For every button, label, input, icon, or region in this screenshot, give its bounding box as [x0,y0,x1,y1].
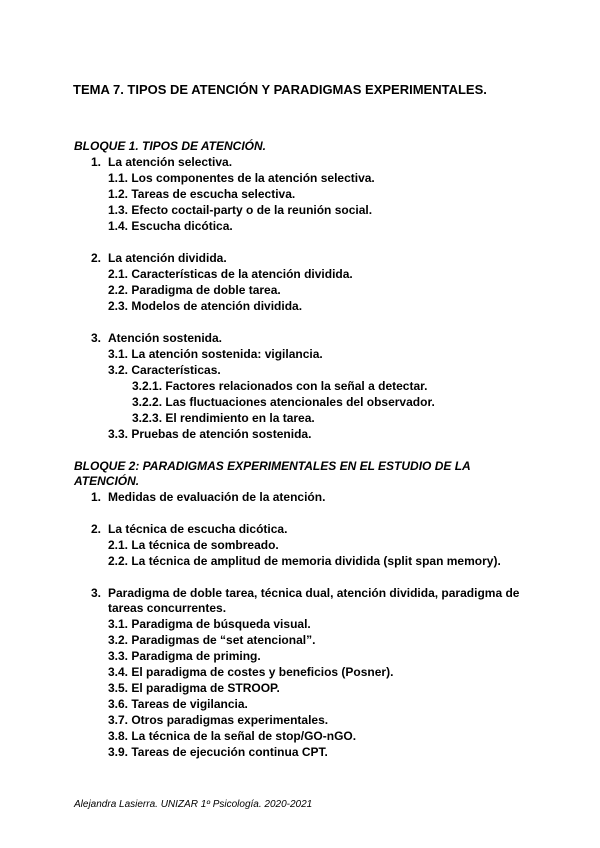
list-item: 2.1. Características de la atención dividida. [108,267,353,281]
list-item: 3.2.2. Las fluctuaciones atencionales del observador. [132,395,435,409]
section-number: 2. [91,522,102,536]
section-number: 1. [91,155,102,169]
block2-section1 [91,490,325,505]
list-item: 2.3. Modelos de atención dividida. [108,299,303,313]
section-label: La técnica de escucha dicótica. [108,522,288,536]
list-item: 3.3. Paradigma de priming. [108,649,261,663]
list-item: 3.7. Otros paradigmas experimentales. [108,713,329,727]
section-label: Medidas de evaluación de la atención. [108,490,326,504]
list-item: 3.8. La técnica de la señal de stop/GO-nGO. [108,729,357,743]
list-item: 3.1. La atención sostenida: vigilancia. [108,347,323,361]
list-item: 3.9. Tareas de ejecución continua CPT. [108,745,328,759]
section-number: 3. [91,586,102,600]
block2-section3 [91,586,519,601]
list-item: 3.5. El paradigma de STROOP. [108,681,280,695]
list-item: 3.3. Pruebas de atención sostenida. [108,427,312,441]
block2-heading: BLOQUE 2: PARADIGMAS EXPERIMENTALES EN EL ESTUDIO DE LA [74,459,471,473]
section-number: 3. [91,331,102,345]
list-item: 1.4. Escucha dicótica. [108,219,233,233]
section-label: Paradigma de doble tarea, técnica dual, atención dividida, paradigma de [108,586,520,600]
list-item: 3.4. El paradigma de costes y beneficios (Posner). [108,665,394,679]
list-item: 2.2. La técnica de amplitud de memoria dividida (split span memory). [108,554,501,568]
section-label-cont: tareas concurrentes. [108,601,227,615]
list-item: 3.2.1. Factores relacionados con la señal a detectar. [132,379,428,393]
list-item: 2.2. Paradigma de doble tarea. [108,283,281,297]
block1-section3 [91,331,222,346]
list-item: 3.6. Tareas de vigilancia. [108,697,248,711]
list-item: 3.2.3. El rendimiento en la tarea. [132,411,315,425]
section-label: Atención sostenida. [108,331,223,345]
block2-heading-cont: ATENCIÓN. [74,474,140,488]
page-footer: Alejandra Lasierra. UNIZAR 1º Psicología. 2020-2021 [74,799,313,810]
block1-section1 [91,155,232,170]
section-label: La atención dividida. [108,251,227,265]
section-number: 1. [91,490,102,504]
list-item: 3.2. Paradigmas de “set atencional”. [108,633,316,647]
list-item: 3.1. Paradigma de búsqueda visual. [108,617,311,631]
list-item: 2.1. La técnica de sombreado. [108,538,279,552]
list-item: 1.2. Tareas de escucha selectiva. [108,187,296,201]
block2-section2 [91,522,287,537]
section-label: La atención selectiva. [108,155,233,169]
list-item: 3.2. Características. [108,363,221,377]
block1-section2 [91,251,227,266]
section-number: 2. [91,251,102,265]
block1-heading: BLOQUE 1. TIPOS DE ATENCIÓN. [74,139,267,153]
page-title: TEMA 7. TIPOS DE ATENCIÓN Y PARADIGMAS EXPERIMENTALES. [73,82,487,97]
list-item: 1.3. Efecto coctail-party o de la reunión social. [108,203,373,217]
list-item: 1.1. Los componentes de la atención selectiva. [108,171,375,185]
